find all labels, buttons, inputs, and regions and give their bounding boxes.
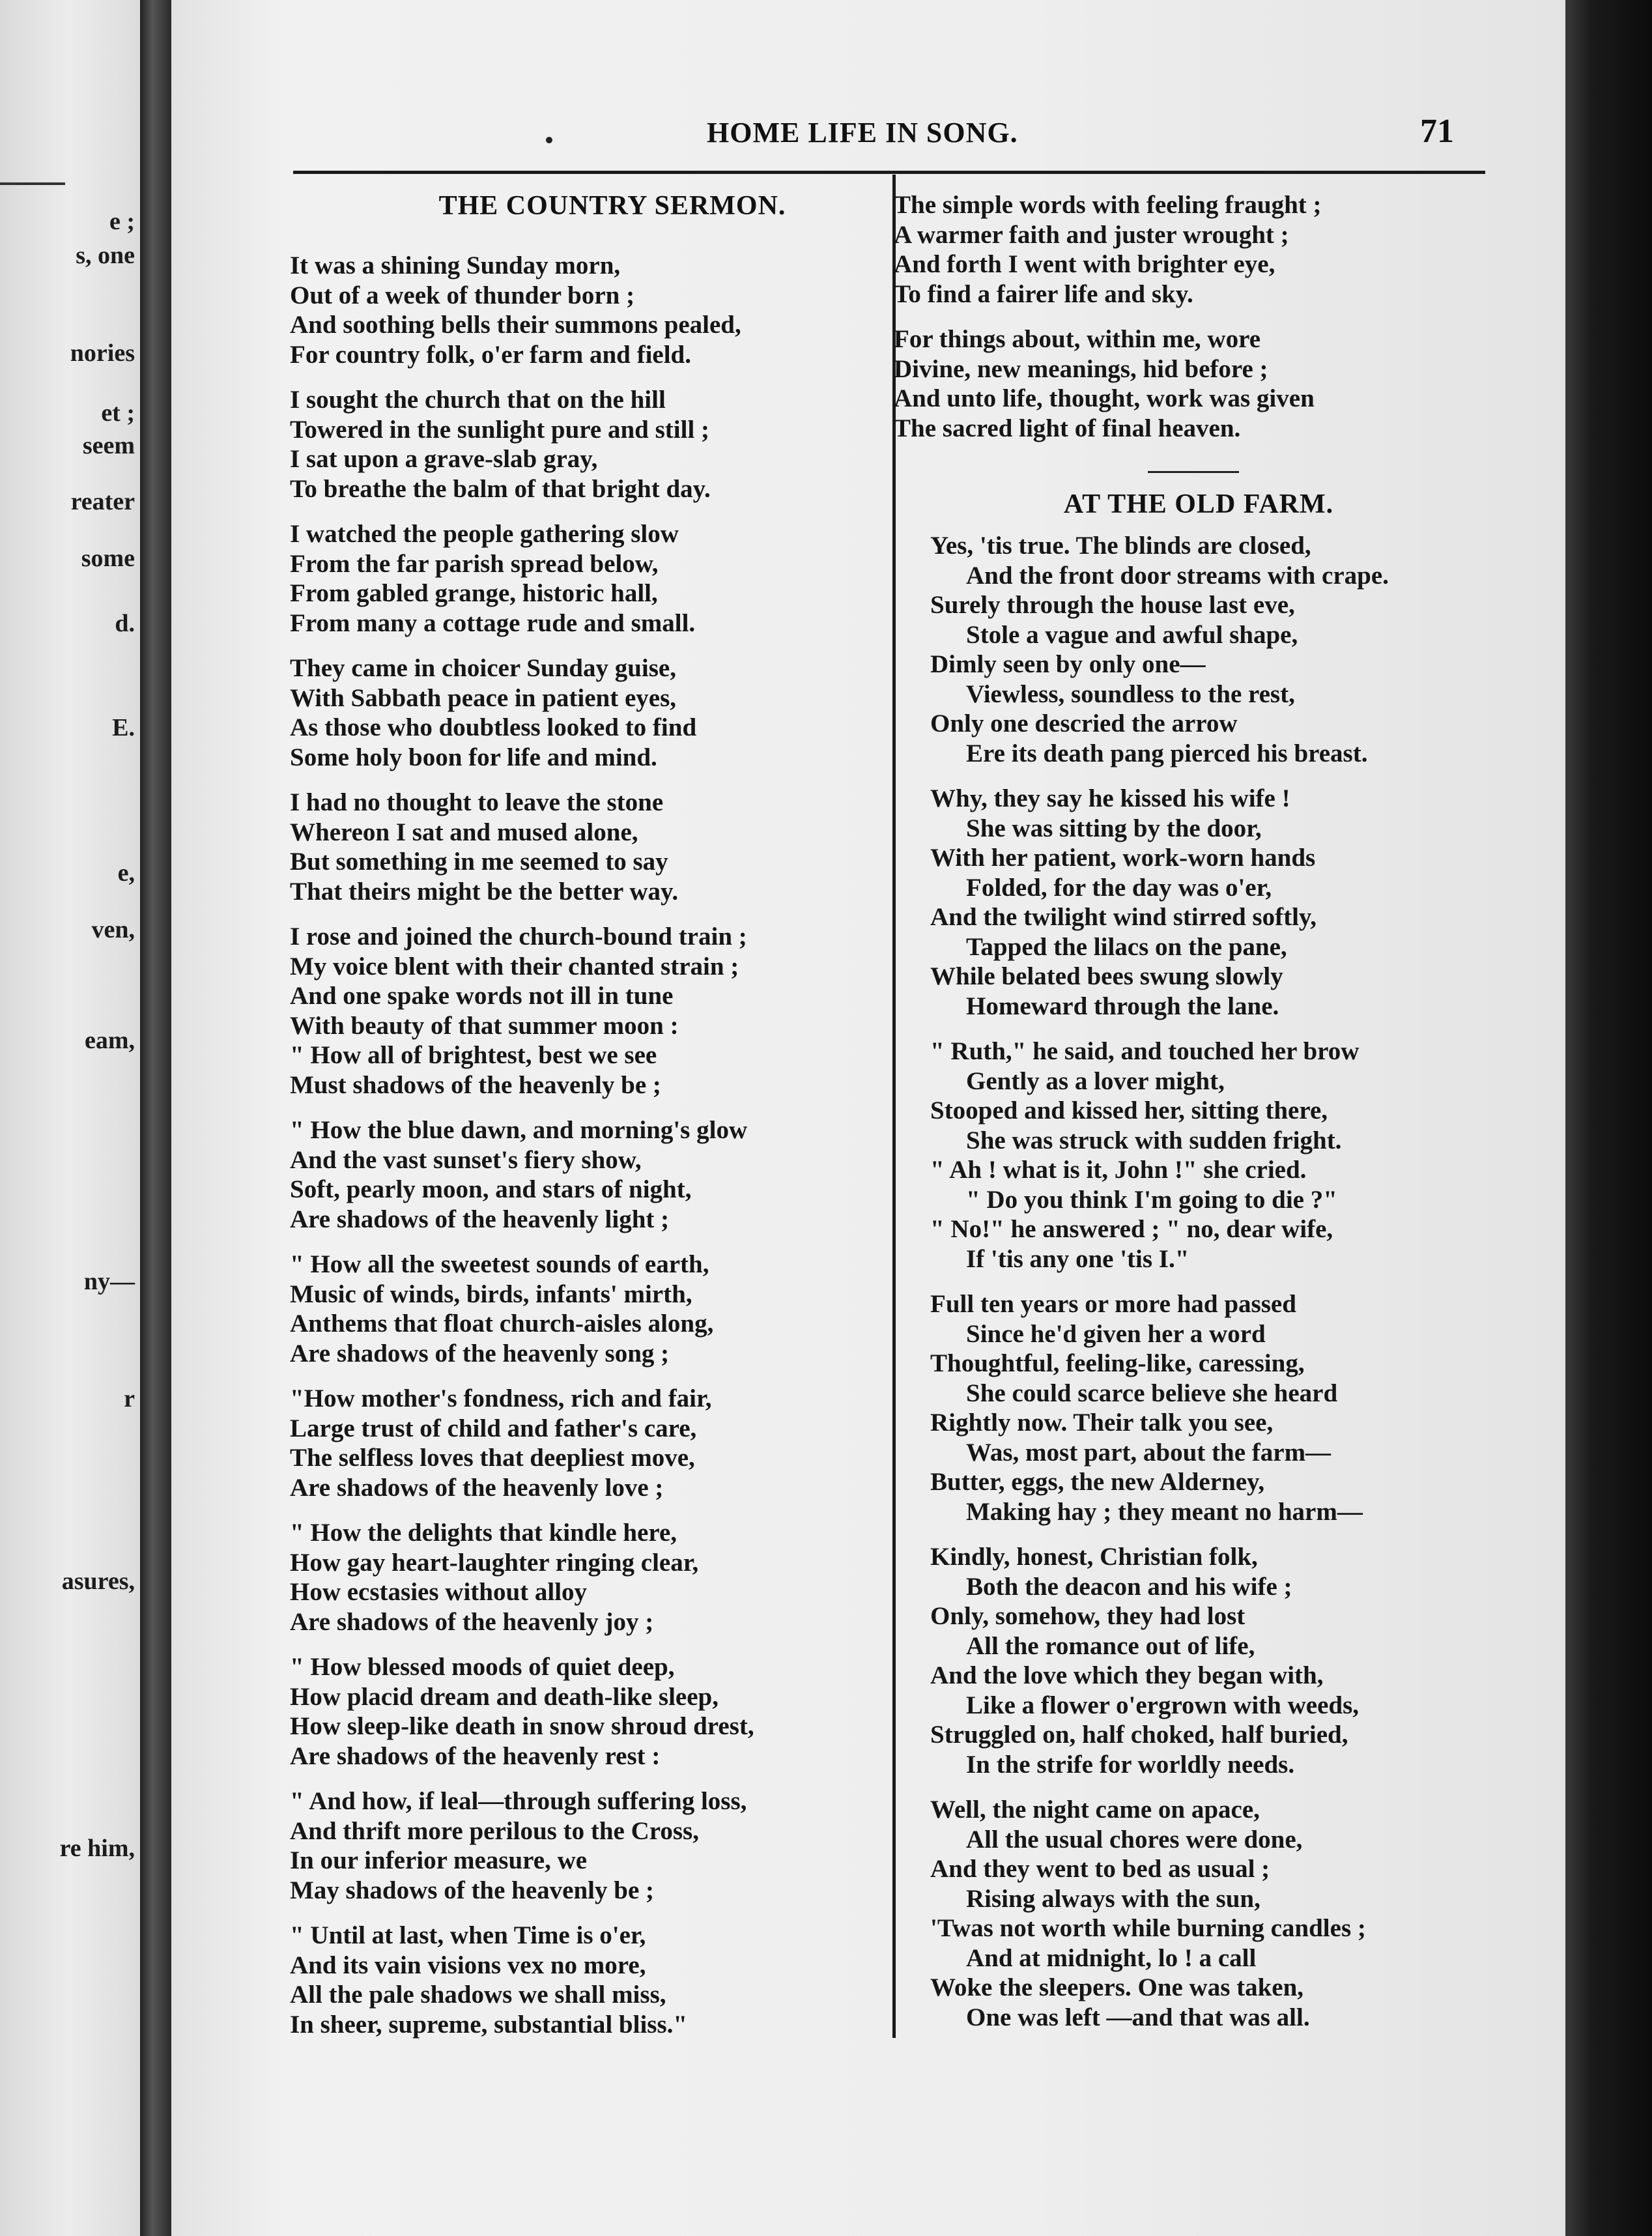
poem-line: As those who doubtless looked to find	[290, 713, 697, 741]
poem-line: I had no thought to leave the stone	[290, 788, 664, 816]
poem-line: Struggled on, half choked, half buried,	[930, 1721, 1348, 1749]
previous-page-fragment: nories	[70, 339, 135, 367]
previous-page-fragment: reater	[70, 488, 135, 515]
poem-line: From the far parish spread below,	[290, 549, 659, 578]
stanza-gap	[290, 1905, 754, 1921]
ink-speck	[546, 137, 552, 143]
poem-line: All the romance out of life,	[966, 1631, 1255, 1660]
poem-title-old-farm: AT THE OLD FARM.	[1063, 489, 1334, 519]
poem-line: If 'tis any one 'tis I."	[966, 1244, 1189, 1273]
right-column-continuation	[894, 190, 1322, 443]
poem-line: Only one descried the arrow	[930, 710, 1238, 738]
previous-page-fragment: r	[124, 1385, 135, 1412]
stanza-gap	[930, 768, 1389, 784]
poem-line: "How mother's fondness, rich and fair,	[290, 1384, 712, 1412]
previous-page-edge	[0, 0, 140, 2236]
poem-line: Viewless, soundless to the rest,	[966, 680, 1295, 708]
poem-line: The simple words with feeling fraught ;	[894, 191, 1322, 219]
poem-line: How gay heart-laughter ringing clear,	[290, 1548, 699, 1577]
poem-line: Divine, new meanings, hid before ;	[894, 354, 1268, 383]
right-column-poem	[930, 531, 1389, 2032]
stanza-gap	[894, 309, 1322, 324]
poem-line: Large trust of child and father's care,	[290, 1414, 697, 1442]
poem-line: In our inferior measure, we	[290, 1846, 588, 1874]
poem-line: " And how, if leal—through suffering loss,	[290, 1787, 747, 1815]
left-column-poem	[290, 251, 754, 2039]
stanza-gap	[290, 1637, 754, 1652]
poem-line: But something in me seemed to say	[290, 848, 668, 876]
poem-line: And one spake words not ill in tune	[290, 982, 674, 1010]
poem-line: In the strife for worldly needs.	[966, 1750, 1295, 1779]
previous-page-fragment: some	[81, 545, 135, 572]
poem-line: And forth I went with brighter eye,	[894, 250, 1275, 278]
poem-line: Some holy boon for life and mind.	[290, 743, 657, 771]
poem-line: Towered in the sunlight pure and still ;	[290, 415, 710, 444]
previous-page-fragment: seem	[82, 432, 135, 459]
poem-line: All the usual chores were done,	[966, 1825, 1303, 1854]
poem-title-country-sermon: THE COUNTRY SERMON.	[438, 191, 786, 221]
poem-line: Are shadows of the heavenly joy ;	[290, 1607, 654, 1636]
poem-line: Only, somehow, they had lost	[930, 1602, 1246, 1630]
poem-line: Both the deacon and his wife ;	[966, 1572, 1292, 1601]
poem-line: " No!" he answered ; " no, dear wife,	[930, 1215, 1333, 1243]
stanza-gap	[290, 1368, 754, 1384]
poem-line: Kindly, honest, Christian folk,	[930, 1543, 1258, 1571]
previous-page-fragment: e ;	[109, 208, 135, 235]
section-rule	[1148, 471, 1239, 473]
previous-page-fragment: d.	[115, 610, 135, 637]
poem-line: And the front door streams with crape.	[966, 561, 1389, 590]
poem-line: Woke the sleepers. One was taken,	[930, 1973, 1304, 2001]
poem-line: Ere its death pang pierced his breast.	[966, 739, 1368, 767]
poem-line: With beauty of that summer moon :	[290, 1011, 679, 1040]
poem-line: With Sabbath peace in patient eyes,	[290, 683, 676, 712]
stanza-gap	[290, 1502, 754, 1518]
poem-line: " How the delights that kindle here,	[290, 1519, 677, 1547]
previous-page-fragment: re him,	[59, 1835, 135, 1862]
poem-line: She could scarce believe she heard	[966, 1379, 1338, 1407]
column-divider	[892, 175, 896, 2038]
poem-line: Tapped the lilacs on the pane,	[966, 932, 1287, 961]
poem-line: In sheer, supreme, substantial bliss."	[290, 2010, 688, 2039]
poem-line: With her patient, work-worn hands	[930, 844, 1316, 872]
poem-line: She was sitting by the door,	[966, 814, 1262, 842]
poem-line: Making hay ; they meant no harm—	[966, 1497, 1363, 1526]
poem-line: Why, they say he kissed his wife !	[930, 784, 1290, 812]
poem-line: One was left —and that was all.	[966, 2003, 1310, 2031]
stanza-gap	[290, 1100, 754, 1115]
poem-line: " Ruth," he said, and touched her brow	[930, 1037, 1360, 1065]
poem-line: " Ah ! what is it, John !" she cried.	[930, 1156, 1307, 1184]
poem-line: " How the blue dawn, and morning's glow	[290, 1116, 748, 1144]
poem-line: Are shadows of the heavenly love ;	[290, 1473, 664, 1502]
poem-line: Was, most part, about the farm—	[966, 1438, 1332, 1467]
poem-line: For things about, within me, wore	[894, 325, 1261, 353]
poem-line: And at midnight, lo ! a call	[966, 1943, 1257, 1972]
stanza-gap	[290, 638, 754, 653]
poem-line: While belated bees swung slowly	[930, 962, 1283, 990]
poem-line: Like a flower o'ergrown with weeds,	[966, 1691, 1359, 1719]
poem-line: All the pale shadows we shall miss,	[290, 1981, 666, 2009]
poem-line: Surely through the house last eve,	[930, 591, 1295, 619]
running-title: HOME LIFE IN SONG.	[707, 117, 1018, 149]
poem-line: Rightly now. Their talk you see,	[930, 1409, 1274, 1437]
poem-line: My voice blent with their chanted strain ;	[290, 952, 739, 981]
poem-line: Music of winds, birds, infants' mirth,	[290, 1280, 692, 1308]
previous-page-fragment: et ;	[101, 399, 135, 427]
previous-page-fragment: e,	[117, 859, 135, 887]
poem-line: Rising always with the sun,	[966, 1884, 1260, 1913]
poem-line: That theirs might be the better way.	[290, 877, 679, 906]
stanza-gap	[290, 906, 754, 922]
poem-line: Folded, for the day was o'er,	[966, 873, 1272, 902]
poem-line: " How all of brightest, best we see	[290, 1041, 657, 1069]
poem-line: To breathe the balm of that bright day.	[290, 474, 711, 503]
poem-line: And unto life, thought, work was given	[894, 384, 1315, 412]
poem-line: Yes, 'tis true. The blinds are closed,	[930, 532, 1311, 560]
previous-page-fragment: asures,	[61, 1568, 135, 1595]
poem-line: And soothing bells their summons pealed,	[290, 311, 741, 339]
poem-line: They came in choicer Sunday guise,	[290, 654, 676, 682]
poem-line: " Do you think I'm going to die ?"	[966, 1185, 1337, 1214]
poem-line: And they went to bed as usual ;	[930, 1855, 1270, 1883]
header-rule	[293, 171, 1485, 174]
stanza-gap	[930, 1779, 1389, 1795]
poem-line: I sought the church that on the hill	[290, 386, 666, 414]
previous-page-fragment: ven,	[91, 916, 135, 943]
stanza-gap	[930, 1021, 1389, 1037]
poem-line: I rose and joined the church-bound train ;	[290, 923, 747, 951]
poem-line: Whereon I sat and mused alone,	[290, 818, 638, 846]
poem-line: It was a shining Sunday morn,	[290, 251, 621, 280]
poem-line: " How blessed moods of quiet deep,	[290, 1653, 675, 1681]
poem-line: She was struck with sudden fright.	[966, 1126, 1342, 1154]
stanza-gap	[290, 504, 754, 519]
poem-line: From gabled grange, historic hall,	[290, 579, 658, 607]
poem-line: A warmer faith and juster wrought ;	[894, 220, 1289, 249]
poem-line: Thoughtful, feeling-like, caressing,	[930, 1349, 1305, 1377]
poem-line: Dimly seen by only one—	[930, 650, 1206, 678]
poem-line: Out of a week of thunder born ;	[290, 281, 635, 309]
previous-page-fragment: E.	[112, 714, 135, 741]
poem-line: And thrift more perilous to the Cross,	[290, 1816, 699, 1845]
poem-line: Well, the night came on apace,	[930, 1796, 1260, 1824]
stanza-gap	[290, 1771, 754, 1786]
poem-line: I watched the people gathering slow	[290, 520, 679, 548]
previous-page-rule	[0, 182, 65, 185]
poem-line: Since he'd given her a word	[966, 1319, 1266, 1348]
poem-line: Full ten years or more had passed	[930, 1290, 1296, 1318]
poem-line: Are shadows of the heavenly song ;	[290, 1339, 670, 1368]
poem-line: How placid dream and death-like sleep,	[290, 1682, 719, 1711]
poem-line: From many a cottage rude and small.	[290, 609, 696, 637]
poem-line: Are shadows of the heavenly rest :	[290, 1742, 661, 1770]
poem-line: 'Twas not worth while burning candles ;	[930, 1914, 1366, 1942]
page-number: 71	[1420, 113, 1454, 150]
poem-line: Soft, pearly moon, and stars of night,	[290, 1175, 692, 1203]
poem-line: The selfless loves that deepliest move,	[290, 1444, 695, 1472]
poem-line: Are shadows of the heavenly light ;	[290, 1205, 670, 1233]
stanza-gap	[930, 1526, 1389, 1542]
stanza-gap	[290, 772, 754, 788]
page-edge-shadow	[1565, 0, 1652, 2236]
stanza-gap	[290, 369, 754, 385]
book-gutter	[140, 0, 171, 2236]
poem-line: How sleep-like death in snow shroud drest,	[290, 1712, 754, 1740]
poem-line: To find a fairer life and sky.	[894, 280, 1193, 308]
poem-line: And the love which they began with,	[930, 1661, 1324, 1689]
poem-line: For country folk, o'er farm and field.	[290, 340, 692, 369]
poem-line: " Until at last, when Time is o'er,	[290, 1921, 646, 1949]
previous-page-fragment: eam,	[84, 1027, 135, 1054]
poem-line: How ecstasies without alloy	[290, 1578, 588, 1606]
poem-line: Gently as a lover might,	[966, 1067, 1225, 1095]
poem-line: And the twilight wind stirred softly,	[930, 903, 1317, 931]
poem-line: Stole a vague and awful shape,	[966, 620, 1298, 649]
previous-page-fragment: ny—	[83, 1268, 135, 1295]
stanza-gap	[930, 1274, 1389, 1289]
poem-line: Stooped and kissed her, sitting there,	[930, 1096, 1328, 1125]
poem-line: Homeward through the lane.	[966, 992, 1279, 1020]
poem-line: And the vast sunset's fiery show,	[290, 1145, 642, 1174]
poem-line: And its vain visions vex no more,	[290, 1951, 646, 1979]
poem-line: " How all the sweetest sounds of earth,	[290, 1250, 709, 1278]
poem-line: Must shadows of the heavenly be ;	[290, 1070, 661, 1099]
previous-page-fragment: s, one	[76, 242, 135, 269]
poem-line: May shadows of the heavenly be ;	[290, 1876, 655, 1904]
poem-line: Anthems that float church-aisles along,	[290, 1310, 714, 1338]
stanza-gap	[290, 1234, 754, 1250]
poem-line: I sat upon a grave-slab gray,	[290, 445, 598, 473]
poem-line: The sacred light of final heaven.	[894, 414, 1241, 442]
poem-line: Butter, eggs, the new Alderney,	[930, 1468, 1265, 1496]
